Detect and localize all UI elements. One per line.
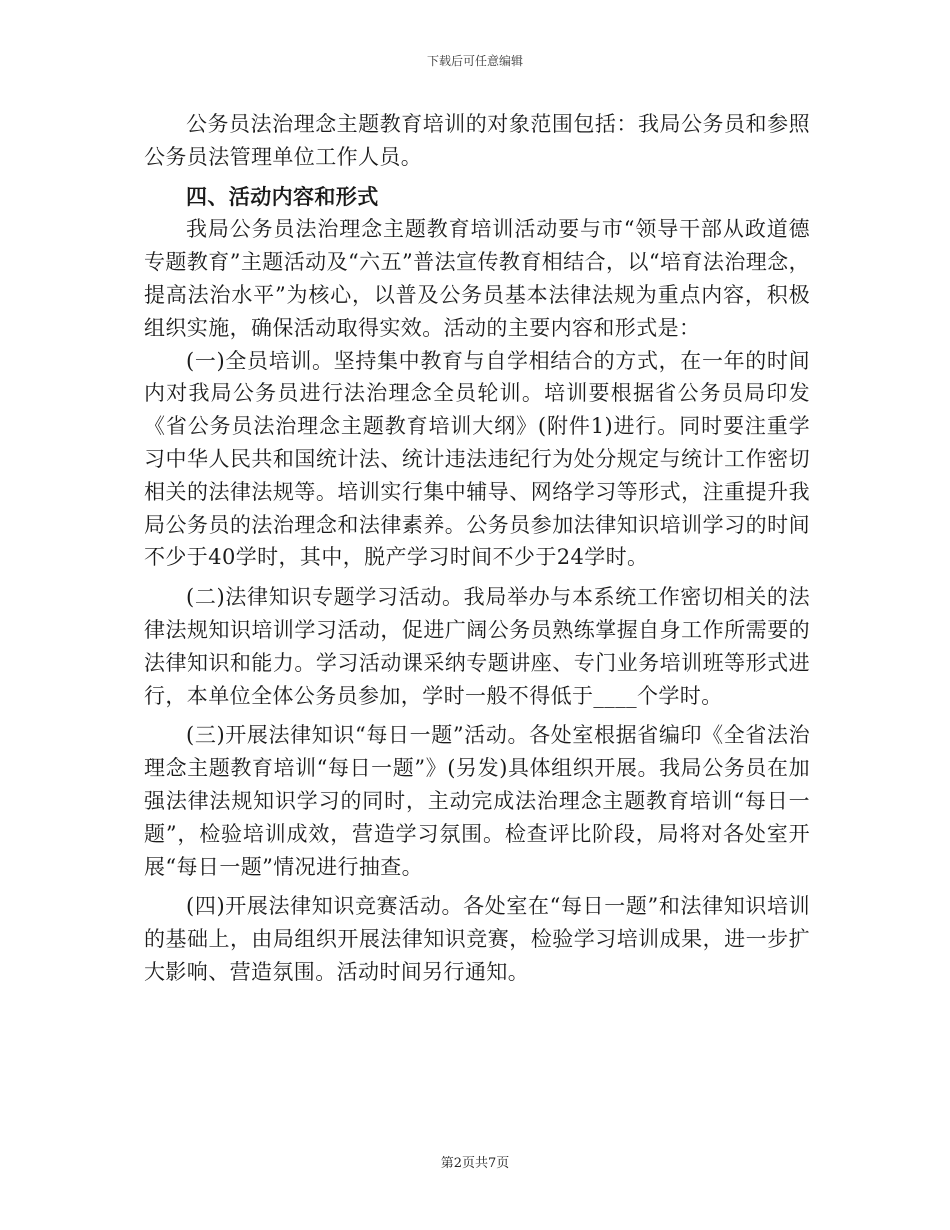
document-body: [144, 108, 810, 989]
page-header: 下载后可任意编辑: [426, 54, 523, 68]
item-4-contest-paragraph: (四)开展法律知识竞赛活动。各处室在“每日一题”和法律知识培训的基础上，由局组织开展法律知识竞赛，检验学习培训成果，进一步扩大影响、营造氛围。活动时间另行通知。: [144, 894, 810, 984]
section-heading-activities: 四、活动内容和形式: [186, 183, 379, 209]
item-3-daily-question-paragraph: (三)开展法律知识“每日一题”活动。各处室根据省编印《全省法治理念主题教育培训“每日一题”》(另发)具体组织开展。我局公务员在加强法律法规知识学习的同时，主动完成法治理念主题教育培训“每日一题”，检验培训成效，营造学习氛围。检查评比阶段，局将对各处室开展“每日一题”情况进行抽查。: [144, 723, 810, 879]
activities-intro-paragraph: 我局公务员法治理念主题教育培训活动要与市“领导干部从政道德专题教育”主题活动及“六五”普法宣传教育相结合，以“培育法治理念，提高法治水平”为核心，以普及公务员基本法律法规为重点内容，积极组织实施，确保活动取得实效。活动的主要内容和形式是：: [144, 217, 810, 340]
item-1-training-paragraph: (一)全员培训。坚持集中教育与自学相结合的方式，在一年的时间内对我局公务员进行法治理念全员轮训。培训要根据省公务员局印发《省公务员法治理念主题教育培训大纲》(附件1)进行。同时要注重学习中华人民共和国统计法、统计违法违纪行为处分规定与统计工作密切相关的法律法规等。培训实行集中辅导、网络学习等形式，注重提升我局公务员的法治理念和法律素养。公务员参加法律知识培训学习的时间不少于40学时，其中，脱产学习时间不少于24学时。: [144, 348, 810, 570]
scope-paragraph: 公务员法治理念主题教育培训的对象范围包括：我局公务员和参照公务员法管理单位工作人员。: [144, 112, 810, 169]
page-number-footer: 第2页共7页: [440, 1156, 510, 1171]
item-2-study-paragraph: (二)法律知识专题学习活动。我局举办与本系统工作密切相关的法律法规知识培训学习活动，促进广阔公务员熟练掌握自身工作所需要的法律知识和能力。学习活动课采纳专题讲座、专门业务培训班等形式进行，本单位全体公务员参加，学时一般不得低于____个学时。: [144, 585, 810, 708]
